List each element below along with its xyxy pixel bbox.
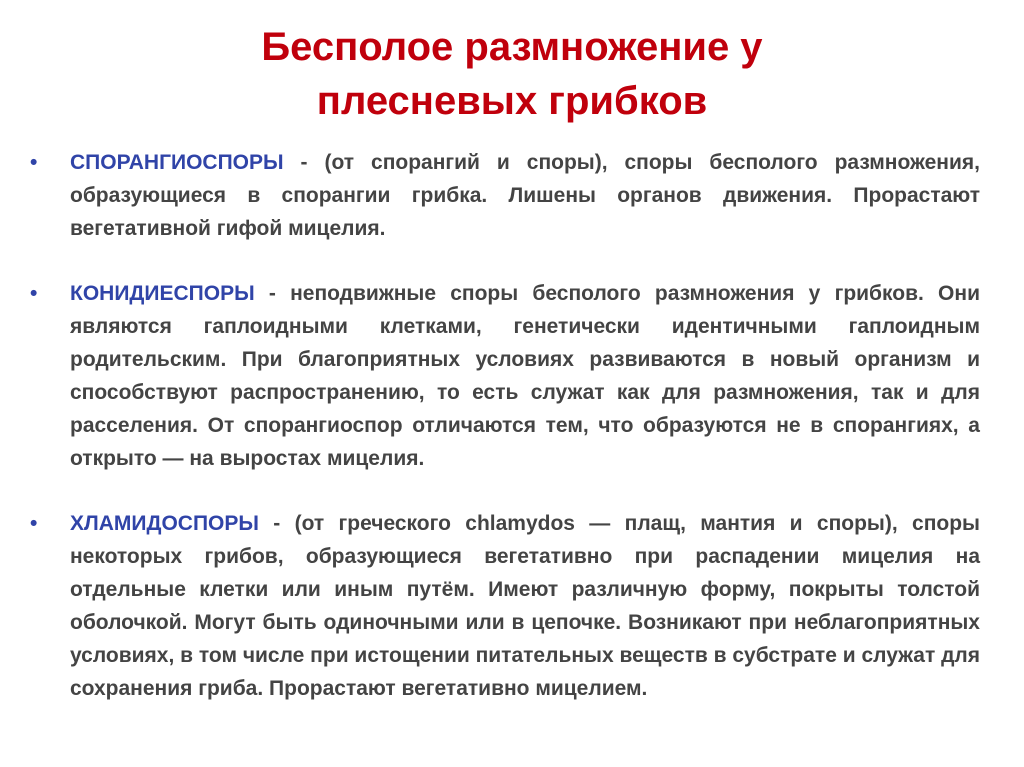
bullet-icon: • [30,512,38,535]
bullet-item-conidiospores [30,277,980,475]
bullet-list [30,146,980,705]
term-chlamydospores: ХЛАМИДОСПОРЫ [70,512,259,535]
definition-conidiospores: - неподвижные споры бесполого размножения у грибков. Они являются гаплоидными клетками, генетически идентичными гаплоидным родительским. При благоприятных условиях развиваются в новый организм и способствуют распространению, то есть служат как для размножения, так и для расселения. От спорангиоспор отличаются тем, что образуются не в спорангиях, а открыто — на выростах мицелия. [70,282,980,470]
bullet-item-chlamydospores [30,507,980,705]
definition-sporangiospores: - (от спорангий и споры), споры бесполого размножения, образующиеся в спорангии грибка. Лишены органов движения. Прорастают вегетативной гифой мицелия. [70,151,980,240]
title-line-2: плесневых грибков [316,79,708,123]
term-conidiospores: КОНИДИЕСПОРЫ [70,282,255,305]
slide-title [60,20,964,128]
term-sporangiospores: СПОРАНГИОСПОРЫ [70,151,284,174]
bullet-item-sporangiospores [30,146,980,245]
title-line-1: Бесполое размножение у [261,25,763,69]
bullet-icon: • [30,282,38,305]
bullet-icon: • [30,151,38,174]
definition-chlamydospores: - (от греческого chlamydos — плащ, мантия и споры), споры некоторых грибов, образующиеся вегетативно при распадении мицелия на отдельные клетки или иным путём. Имеют различную форму, покрыты толстой оболочкой. Могут быть одиночными или в цепочке. Возникают при неблагоприятных условиях, в том числе при истощении питательных веществ в субстрате и служат для сохранения гриба. Прорастают вегетативно мицелием. [70,512,980,700]
